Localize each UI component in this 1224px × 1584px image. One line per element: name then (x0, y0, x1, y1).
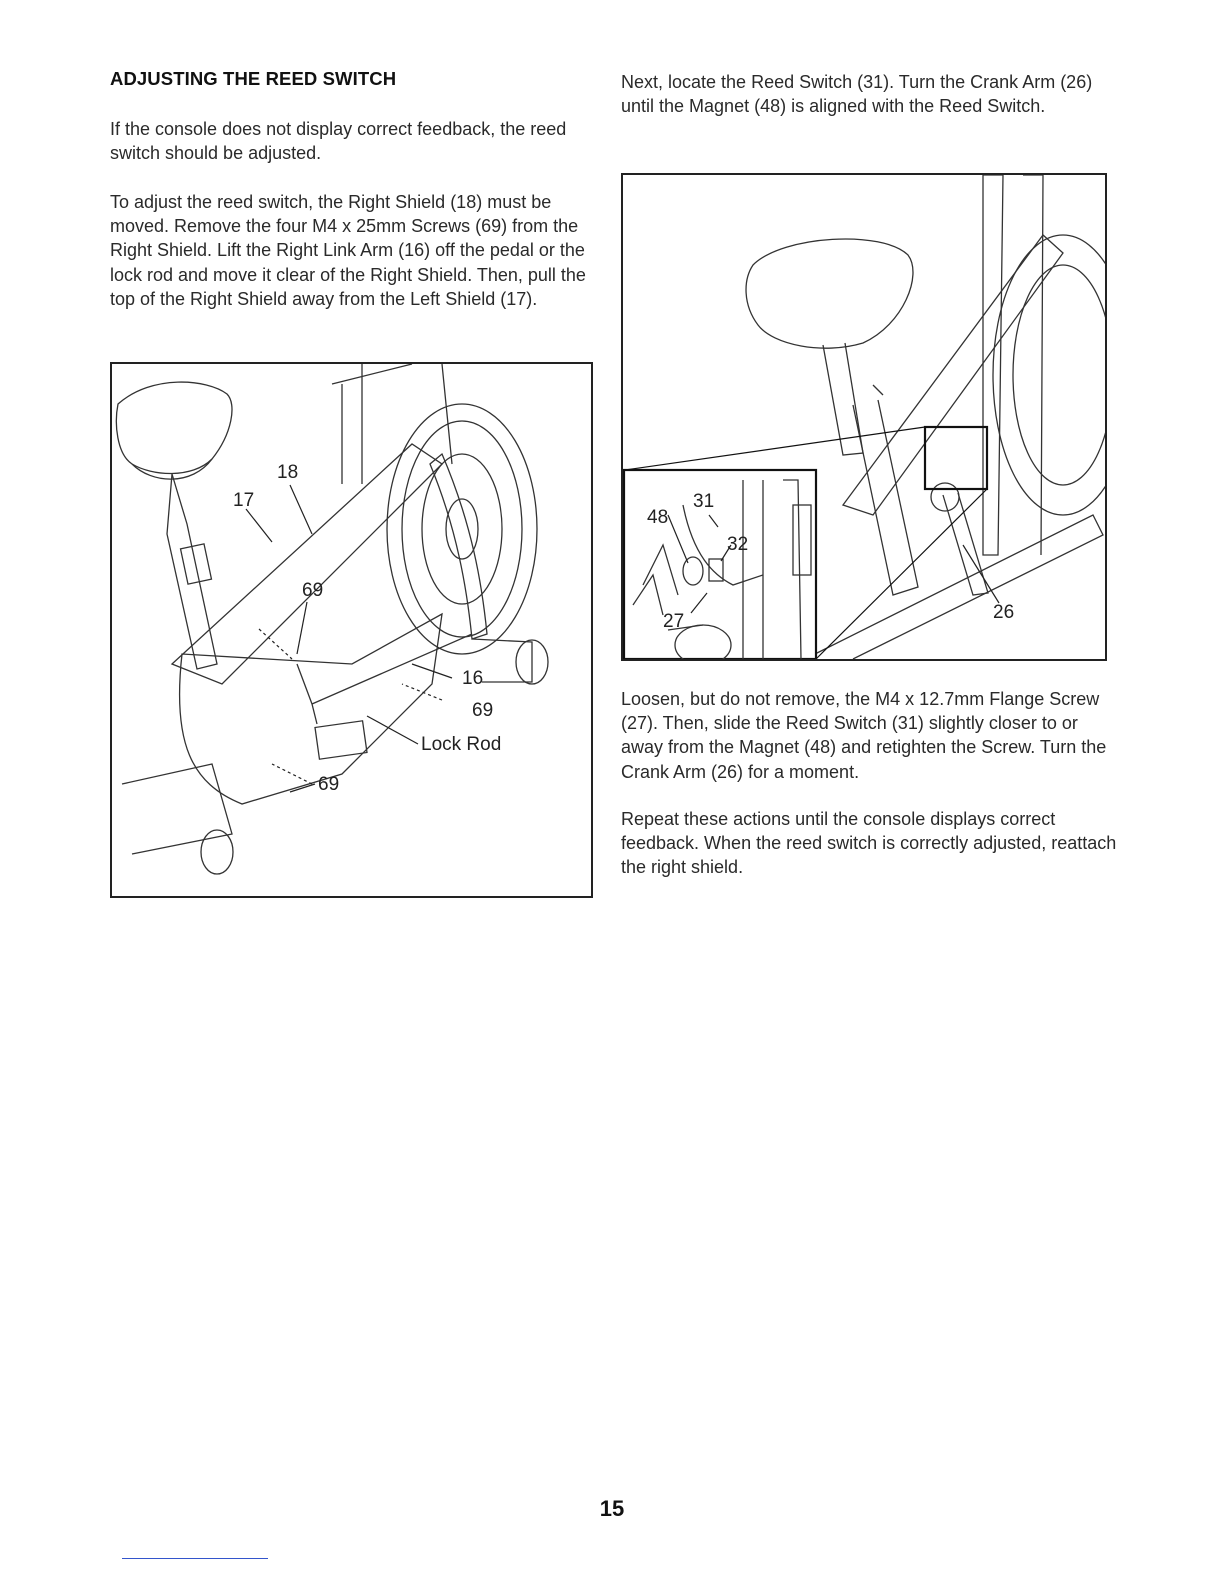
reed-switch-figure (621, 173, 1107, 661)
shield-removal-figure (110, 362, 593, 898)
frame-tube (172, 444, 442, 684)
callout-32: 32 (727, 534, 749, 555)
page-number: 15 (599, 1496, 625, 1521)
repeat-paragraph: Repeat these actions until the console displays correct feedback. When the reed switch is correctly adjusted, reattach the right shield. (621, 809, 1117, 878)
zoom-highlight (925, 427, 987, 489)
pedal (315, 721, 367, 759)
section-heading: ADJUSTING THE REED SWITCH (110, 68, 397, 89)
shield-removal-paragraph: To adjust the reed switch, the Right Shield (18) must be moved. Remove the four M4 x 25mm Screws (69) from the Right Shield. Lift the Right Link Arm (16) off the pedal or the lock rod and move it clear of the Right Shield. Then, pull the top of the Right Shield away from the Left Shield (17). (110, 192, 586, 309)
callout-69-right: 69 (472, 700, 494, 721)
callout-lock-rod: Lock Rod (421, 734, 502, 755)
locate-reed-switch-paragraph: Next, locate the Reed Switch (31). Turn the Crank Arm (26) until the Magnet (48) is aligned with the Reed Switch. (621, 72, 1093, 117)
seat-shape (746, 239, 913, 348)
callout-26: 26 (993, 602, 1015, 623)
callout-17: 17 (233, 490, 255, 511)
callout-69-top: 69 (302, 580, 324, 601)
callout-18: 18 (277, 462, 299, 483)
callout-31: 31 (693, 491, 715, 512)
callout-69-bottom: 69 (318, 774, 340, 795)
footer-rule (122, 1558, 268, 1559)
seat-shape (116, 382, 232, 473)
fan-wheel (993, 235, 1105, 515)
shield-removal-illustration (112, 364, 591, 896)
adjust-screw-paragraph: Loosen, but do not remove, the M4 x 12.7mm Flange Screw (27). Then, slide the Reed Switch (31) slightly closer to or away from the Magnet (48) and retighten the Screw. Turn the Crank Arm (26) for a moment. (621, 689, 1107, 782)
fan-wheel (387, 404, 537, 654)
crank-arm (943, 493, 988, 595)
callout-16: 16 (462, 668, 484, 689)
callout-27: 27 (663, 611, 685, 632)
intro-paragraph: If the console does not display correct feedback, the reed switch should be adjusted. (110, 119, 567, 164)
callout-48: 48 (647, 507, 669, 528)
reed-switch-illustration (623, 175, 1105, 659)
